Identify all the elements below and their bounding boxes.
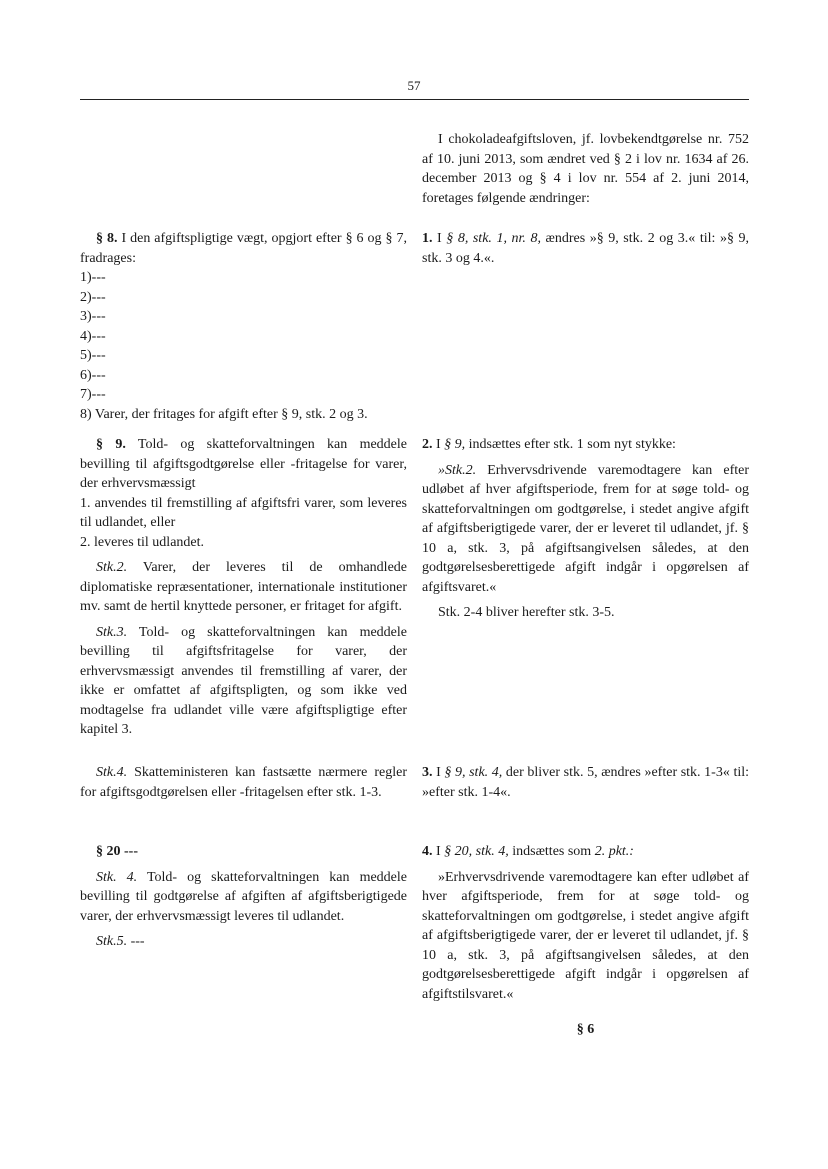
section-9-stk4 [80, 763, 407, 802]
section-6 [422, 1020, 749, 1040]
change-3-number: 3. [422, 765, 433, 780]
section-20-stk5 [80, 932, 407, 952]
stk2-text: Varer, der leveres til de omhandlede diplomatiske repræsentationer, internationale institutioner mv. samt de hertil knyttede personer, er fritaget for afgift. [80, 560, 407, 614]
section-20-stk4 [80, 868, 407, 927]
list-item: 7)--- [80, 387, 106, 402]
section-6-head: § 6 [576, 1022, 595, 1037]
change-4 [422, 842, 749, 1004]
change-2-pre: I [432, 437, 445, 452]
section-8-text: I den afgiftspligtige vægt, opgjort efter § 6 og § 7, fradrages: [80, 231, 407, 266]
stk4-text: Skatteministeren kan fastsætte nærmere regler for afgiftsgodtgørelsen eller -fritagelsen efter stk. 1-3. [80, 765, 407, 800]
page-number: 57 [407, 78, 421, 93]
change-4-number: 4. [422, 844, 433, 859]
change-4-pre: I [432, 844, 445, 859]
change-1-pre: I [432, 231, 447, 246]
section-9-heading: § 9. [96, 437, 126, 452]
list-item: 2)--- [80, 289, 106, 305]
section-8 [80, 229, 407, 424]
change-3-text: der bliver stk. 5, ændres »efter stk. 1-3« til: »efter stk. 1-4«. [422, 765, 749, 800]
section-8-paragraph [80, 229, 407, 268]
change-2-number: 2. [422, 437, 433, 452]
header-rule [80, 99, 749, 100]
change-3-paragraph [422, 763, 749, 802]
list-item: 5)--- [80, 348, 106, 363]
stk3-label: Stk.3. [96, 624, 128, 640]
change-1 [422, 229, 749, 268]
intro-paragraph [422, 130, 749, 208]
section-9-text: Told- og skatteforvaltningen kan meddele bevilling til afgiftsgodtgørelse eller -fritagelse for varer, der erhvervsmæssigt [80, 437, 408, 491]
change-2-quote-label: »Stk.2. [438, 462, 477, 478]
change-1-number: 1. [422, 231, 433, 246]
section-9-paragraph [80, 435, 407, 494]
change-3-pre: I [432, 765, 445, 780]
change-1-ref: § 8, stk. 1, nr. 8, [446, 231, 541, 246]
stk4-paragraph [80, 763, 407, 802]
s20-stk5-label: Stk.5. [96, 934, 128, 949]
list-item: 1)--- [80, 270, 106, 285]
change-2-text: indsættes efter stk. 1 som nyt stykke: [465, 437, 676, 452]
change-2-quote-text: Erhvervsdrivende varemodtagere kan efter udløbet af hver afgiftsperiode, frem for at søge told- og skatteforvaltningen om godtgørelse, i stedet angive afgift af afgiftsberigtigede varer, der er leveret til udlandet, jf. § 10 a, stk. 3, på afgiftsangivelsen således, at den godtgørelsesberettigede afgift indgår i opgørelsen af afgiftsvaret.« [422, 462, 749, 595]
change-4-ref: § 20, stk. 4, [444, 844, 509, 859]
s20-stk4-text: Told- og skatteforvaltningen kan meddele bevilling til godtgørelse af afgiften af afgiftsberigtigede varer, der erhvervsmæssigt leveres til udlandet. [80, 869, 407, 924]
section-9-item-1: 1. anvendes til fremstilling af afgiftsfri varer, som leveres til udlandet, eller [80, 495, 407, 530]
section-20-heading [80, 842, 407, 862]
change-2-after: Stk. 2-4 bliver herefter stk. 3-5. [438, 605, 615, 620]
section-9-stk2 [80, 558, 407, 617]
list-item: 6)--- [80, 367, 106, 383]
section-8-heading: § 8. [96, 231, 118, 246]
intro-text: I chokoladeafgiftsloven, jf. lovbekendtgørelse nr. 752 af 10. juni 2013, som ændret ved § 2 i lov nr. 1634 af 26. december 2013 og § 4 i lov nr. 554 af 2. juni 2014, foretages følgende ændringer: [422, 132, 749, 206]
stk3-text: Told- og skatteforvaltningen kan meddele bevilling til afgiftsfritagelse for varer, der erhvervsmæssigt anvendes til fremstilling af varer, der ikke er omfattet af afgiftspligten, og som ikke ved modtagelse fra udlandet ville være afgiftspligtige efter kapitel 3. [80, 624, 407, 737]
change-2 [422, 435, 749, 623]
section-9-item-2: 2. leveres til udlandet. [80, 534, 205, 550]
change-1-text: ændres »§ 9, stk. 2 og 3.« til: »§ 9, stk. 3 og 4.«. [422, 231, 749, 266]
change-4-quote: »Erhvervsdrivende varemodtagere kan efter udløbet af hver afgiftsperiode, frem for at søge told- og skatteforvaltningen om godtgørelse, i stedet angive afgift af afgiftsberigtigede varer, der er leveret til udlandet, jf. § 10 a, stk. 3, på afgiftsangivelsen således, at den godtgørelsesberettigede afgift indgår i opgørelsen af afgiftstilsvaret.« [422, 869, 749, 1002]
section-20 [80, 842, 407, 952]
list-item: 3)--- [80, 309, 106, 324]
change-2-quote [422, 461, 749, 598]
list-item-8: 8) Varer, der fritages for afgift efter § 9, stk. 2 og 3. [80, 406, 368, 422]
change-4-mid: indsættes som [508, 844, 595, 859]
s20-stk4-label: Stk. 4. [96, 869, 138, 885]
change-4-paragraph [422, 842, 749, 862]
section-20-head: § 20 --- [96, 844, 138, 859]
section-9-stk3 [80, 623, 407, 740]
change-3 [422, 763, 749, 802]
change-2-ref: § 9, [444, 437, 466, 452]
change-1-paragraph [422, 229, 749, 268]
change-3-ref: § 9, stk. 4, [444, 765, 503, 780]
stk2-label: Stk.2. [96, 560, 128, 575]
s20-stk5-text: --- [127, 934, 145, 949]
section-6-heading [422, 1020, 749, 1040]
section-9 [80, 435, 407, 740]
list-item: 4)--- [80, 328, 106, 344]
stk4-label: Stk.4. [96, 765, 128, 780]
change-4-ref2: 2. pkt.: [594, 844, 634, 859]
change-2-paragraph [422, 435, 749, 455]
